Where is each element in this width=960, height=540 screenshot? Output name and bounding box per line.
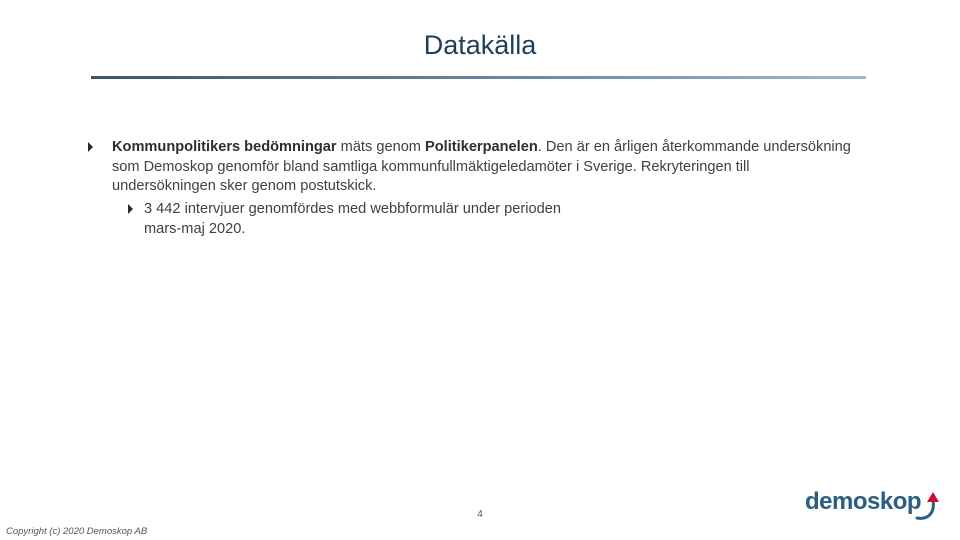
- logo-arrow-icon: [913, 490, 941, 522]
- bullet-marker-icon: [88, 142, 93, 152]
- bullet-text: 3 442 intervjuer genomfördes med webbformulär under perioden mars-maj 2020.: [144, 201, 561, 237]
- bullet-bold-text: Politikerpanelen: [425, 139, 538, 155]
- bullet-marker-icon: [128, 204, 133, 214]
- page-number: 4: [477, 509, 483, 520]
- bullet-text: . Den är en årligen återkommande undersökning som Demoskop genomför bland samtliga kommunfullmäktigeledamöter i Sverige. Rekryteringen till undersökningen sker genom postutskick.: [112, 139, 851, 194]
- copyright-notice: Copyright (c) 2020 Demoskop AB: [6, 526, 148, 537]
- demoskop-logo: [805, 488, 945, 528]
- bullet-item-primary: [112, 138, 852, 197]
- bullet-bold-text: Kommunpolitikers bedömningar: [112, 139, 337, 155]
- title-divider: [91, 76, 866, 79]
- bullet-item-secondary: [144, 200, 564, 239]
- logo-wordmark: demoskop: [805, 488, 922, 515]
- bullet-text: mäts genom: [336, 139, 426, 155]
- slide-title: Datakälla: [423, 30, 537, 60]
